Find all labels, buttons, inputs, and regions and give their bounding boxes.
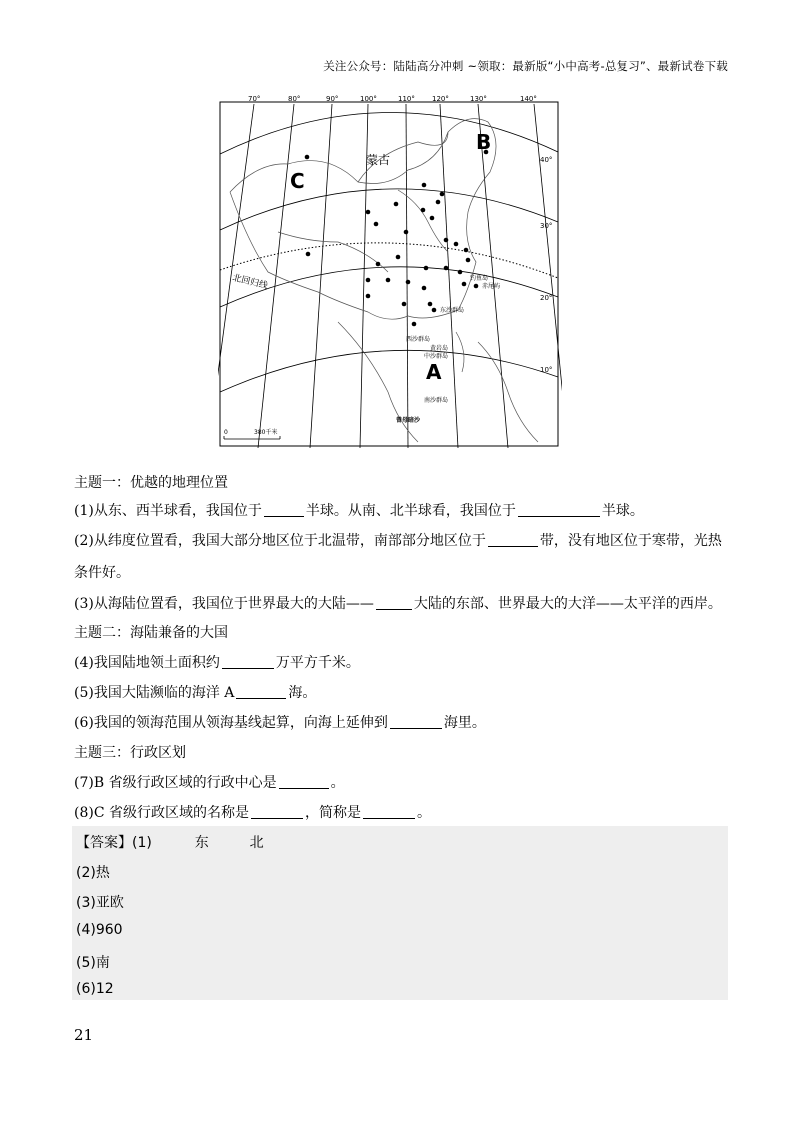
q4-part-b: 万平方千米。 xyxy=(275,655,360,671)
scale-label: 380千米 xyxy=(254,429,278,436)
lat-label-10: 10° xyxy=(540,366,553,374)
q8-blank-1[interactable] xyxy=(251,804,303,819)
q1-blank-1[interactable] xyxy=(264,502,304,517)
topic-3-title: 主题三：行政区划 xyxy=(74,745,186,761)
q7-blank[interactable] xyxy=(279,774,329,789)
page-number: 21 xyxy=(74,1026,94,1044)
q2-blank[interactable] xyxy=(488,532,538,547)
q3-blank[interactable] xyxy=(376,595,412,610)
label-a: A xyxy=(426,360,442,384)
q7-part-b: 。 xyxy=(330,775,345,791)
label-c: C xyxy=(290,169,305,193)
q8-part-a: (8)C 省级行政区域的名称是 xyxy=(74,805,249,821)
q8-blank-2[interactable] xyxy=(363,804,415,819)
label-mongolia: 蒙古 xyxy=(366,153,391,167)
question-7 xyxy=(74,772,345,792)
q3-part-b: 大陆的东部、世界最大的大洋——太平洋的西岸。 xyxy=(413,596,722,612)
scale-zero: 0 xyxy=(224,429,228,436)
question-1 xyxy=(74,500,644,520)
q2-part-a: (2)从纬度位置看，我国大部分地区位于北温带，南部部分地区位于 xyxy=(74,533,486,549)
label-xisha: 西沙群岛 xyxy=(406,336,431,343)
topic-2-title: 主题二：海陆兼备的大国 xyxy=(74,625,228,641)
answer-2: (2)热 xyxy=(76,865,110,881)
q5-part-a: (5)我国大陆濒临的海洋 A xyxy=(74,685,235,701)
lat-label-40: 40° xyxy=(540,156,553,164)
q1-part-a: (1)从东、西半球看，我国位于 xyxy=(74,503,262,519)
q7-part-a: (7)B 省级行政区域的行政中心是 xyxy=(74,775,277,791)
q3-part-a: (3)从海陆位置看，我国位于世界最大的大陆—— xyxy=(74,596,374,612)
q8-part-b: ，简称是 xyxy=(305,805,361,821)
q1-part-b: 半球。从南、北半球看，我国位于 xyxy=(305,503,516,519)
lon-label-120: 120° xyxy=(432,95,449,103)
label-zhongsha: 中沙群岛 xyxy=(424,353,449,360)
answer-3: (3)亚欧 xyxy=(76,895,124,911)
china-map xyxy=(218,92,562,448)
q6-blank[interactable] xyxy=(390,714,442,729)
label-nansha: 南沙群岛 xyxy=(424,397,449,404)
q4-blank[interactable] xyxy=(222,654,274,669)
q1-part-c: 半球。 xyxy=(601,503,644,519)
question-4 xyxy=(74,652,360,672)
question-2 xyxy=(74,530,722,550)
lon-label-100: 100° xyxy=(360,95,377,103)
topic-1-title: 主题一：优越的地理位置 xyxy=(74,475,228,491)
question-5 xyxy=(74,682,316,702)
answer-6: (6)12 xyxy=(76,981,114,997)
lat-label-30: 30° xyxy=(540,222,553,230)
q1-blank-2[interactable] xyxy=(518,502,600,517)
lon-label-130: 130° xyxy=(470,95,487,103)
q8-part-c: 。 xyxy=(417,805,431,821)
label-dongsha: 东沙群岛 xyxy=(440,307,465,314)
q6-part-b: 海里。 xyxy=(443,715,486,731)
lon-label-70: 70° xyxy=(248,95,261,103)
label-huangyan: 黄岩岛 xyxy=(430,345,449,352)
answer-label: 【答案】(1) xyxy=(76,835,152,851)
lon-label-80: 80° xyxy=(288,95,301,103)
lat-label-20: 20° xyxy=(540,294,553,302)
answer-box xyxy=(72,826,728,1000)
label-b: B xyxy=(476,130,492,154)
question-8 xyxy=(74,802,431,822)
label-tropic: 北回归线 xyxy=(231,273,269,292)
page-header: 关注公众号：陆陆高分冲刺 ~领取：最新版“小中高考-总复习”、最新试卷下载 xyxy=(323,59,728,73)
q6-part-a: (6)我国的领海范围从领海基线起算，向海上延伸到 xyxy=(74,715,388,731)
question-6 xyxy=(74,712,486,732)
q5-blank[interactable] xyxy=(236,684,286,699)
question-2-cont: 条件好。 xyxy=(74,565,130,581)
label-zengmu: 曾母暗沙 xyxy=(396,417,421,424)
question-3 xyxy=(74,593,722,613)
q2-part-b: 带，没有地区位于寒带，光热 xyxy=(539,533,722,549)
answer-1-east: 东 xyxy=(194,835,209,851)
label-chiwei: 赤尾屿 xyxy=(482,283,501,290)
label-diaoyu: 钓鱼岛 xyxy=(470,275,489,282)
q4-part-a: (4)我国陆地领土面积约 xyxy=(74,655,220,671)
answer-4: (4)960 xyxy=(76,922,123,938)
q5-part-b: 海。 xyxy=(288,685,317,701)
lon-label-140: 140° xyxy=(520,95,537,103)
answer-1 xyxy=(76,832,264,852)
lon-label-90: 90° xyxy=(326,95,339,103)
answer-1-north: 北 xyxy=(249,835,264,851)
lon-label-110: 110° xyxy=(398,95,415,103)
answer-5: (5)南 xyxy=(76,955,110,971)
